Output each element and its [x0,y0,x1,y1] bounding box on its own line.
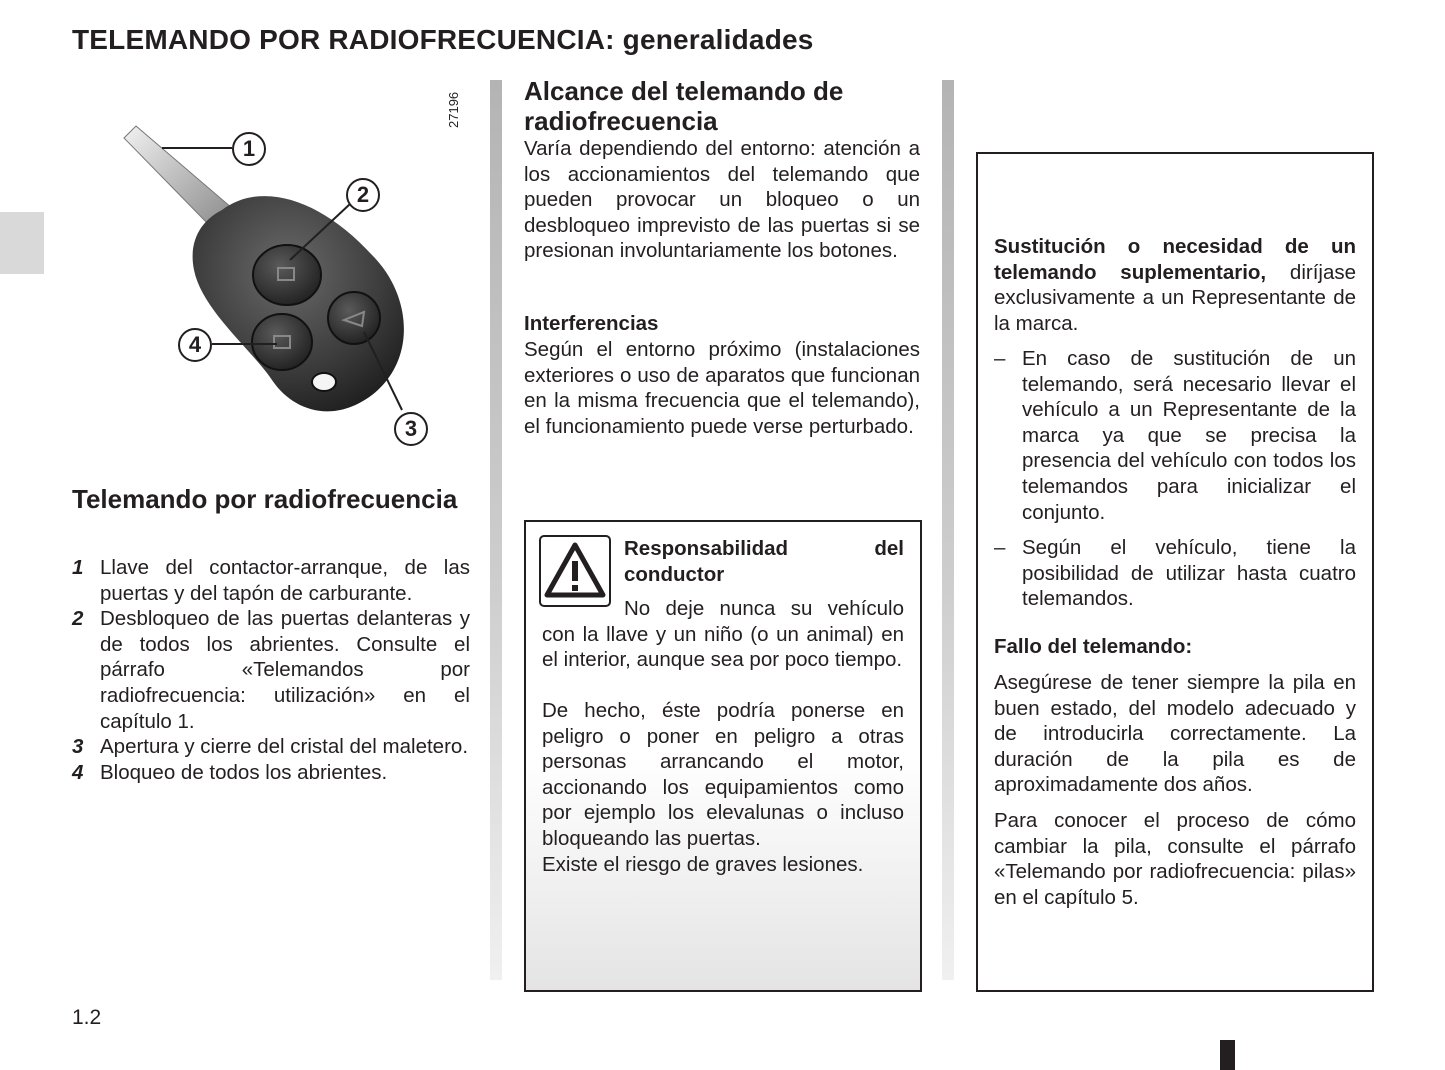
bullet-text: En caso de sustitución de un telemando, será necesario llevar el vehículo a un Representante de la marca ya que se precisa la presencia del vehículo con todos los telemandos para inicializar el conjunto. [1022,347,1356,524]
replacement-intro-rest: diríjase exclusivamente a un Representante de la marca. [994,260,1356,335]
warning-title: Responsabilidad del conductor [624,537,904,586]
legend-item [72,555,470,606]
callout-4: 4 [178,328,212,362]
footer-mark [1220,1040,1235,1070]
legend-text: Desbloqueo de las puertas delanteras y de todos los abrientes. Consulte el párrafo «Telemandos por radiofrecuencia: utilización» en el capítulo 1. [100,607,470,733]
legend-text: Bloqueo de todos los abrientes. [100,760,388,784]
bullet-item [994,535,1356,612]
callout-3: 3 [394,412,428,446]
remote-key-illustration [72,80,472,460]
replacement-box [976,152,1374,992]
warning-box [524,520,922,992]
legend-num: 4 [72,760,84,784]
interference-heading: Interferencias [524,312,659,335]
legend-item [72,734,470,760]
legend-num: 1 [72,556,84,579]
figure-code: 27196 [446,91,461,128]
bullet-dash: – [994,536,1006,560]
legend-text: Apertura y cierre del cristal del maletero. [100,735,469,759]
replacement-intro [994,234,1356,336]
replacement-intro-bold: Sustitución o necesidad de un telemando suplementario, [994,235,1356,284]
key-figure [72,80,472,460]
bullet-text: Según el vehículo, tiene la posibilidad de utilizar hasta cuatro telemandos. [1022,536,1356,611]
callout-1: 1 [232,132,266,166]
bullet-dash: – [994,347,1006,370]
column-divider-left [490,80,502,980]
bullet-item [994,346,1356,525]
chapter-tab [0,212,44,274]
warning-text-1: No deje nunca su vehículo con la llave y un niño (o un animal) en el interior, aunque sea por poco tiempo. [542,597,904,672]
legend-num: 2 [72,607,84,631]
left-heading: Telemando por radiofrecuencia [72,484,458,514]
legend-num: 3 [72,735,84,759]
warning-text-3: Existe el riesgo de graves lesiones. [542,853,864,876]
failure-heading: Fallo del telemando: [994,635,1193,658]
page-title: TELEMANDO POR RADIOFRECUENCIA: generalidades [72,24,814,55]
page-number: 1.2 [72,1006,102,1029]
failure-paragraph-1: Asegúrese de tener siempre la pila en buen estado, del modelo adecuado y de introducirla correctamente. La duración de la pila es de aproximadamente dos años. [994,671,1356,797]
middle-heading: Alcance del telemando de radiofrecuencia [524,76,844,136]
range-paragraph: Varía dependiendo del entorno: atención a los accionamientos del telemando que pueden provocar un bloqueo o un desbloqueo imprevisto de las puertas si se presionan involuntariamente los botones. [524,137,920,263]
callout-2: 2 [346,178,380,212]
key-legend [72,555,470,785]
replacement-bullets [994,346,1356,612]
column-divider-right [942,80,954,980]
legend-item [72,760,470,786]
legend-text: Llave del contactor-arranque, de las puertas y del tapón de carburante. [100,556,470,605]
warning-text-2: De hecho, éste podría ponerse en peligro o poner en peligro a otras personas arrancando el motor, accionando los equipamientos como por ejemplo los elevalunas o incluso bloqueando las puertas. [542,699,904,850]
interference-paragraph: Según el entorno próximo (instalaciones exteriores o uso de aparatos que funcionan en la misma frecuencia que el telemando), el funcionamiento puede verse perturbado. [524,338,920,438]
legend-item [72,606,470,734]
failure-paragraph-2: Para conocer el proceso de cómo cambiar la pila, consulte el párrafo «Telemando por radiofrecuencia: pilas» en el capítulo 5. [994,809,1356,909]
